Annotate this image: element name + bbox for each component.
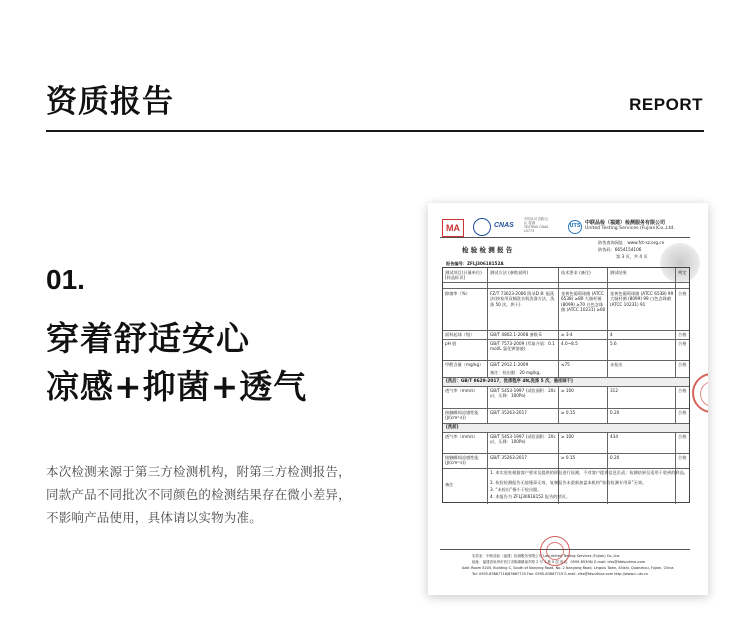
anti-fake-site: 防伪查询网址：www.fct-sz.org.cn <box>598 240 665 245</box>
footer-line-2: 地址：福建省泉州市晋江市陈埭镇南乡路 2 号 1 栋 5 层 电话：0595-85306/ E-mail: cfss@fddsczhina.com <box>472 560 646 564</box>
description-line-3: 不影响产品使用，具体请以实物为准。 <box>46 510 262 525</box>
uts-logo: UTS <box>568 220 582 234</box>
page-title-en: REPORT <box>629 95 703 114</box>
page-title: 资质报告 <box>46 84 174 120</box>
table-cell: ≥ 0.15 <box>561 410 576 415</box>
footer-line-3: Add: Room 5205, Building C, South of Nanying Road, No. 2 Nanyang Road, Lingxiu Town, Shishi, Quanzhou, Fujian, China <box>462 566 674 570</box>
table-cell: 合格 <box>678 332 687 337</box>
table-cell: 4.0~8.5 <box>561 341 578 346</box>
section-after-wash: [洗后：GB/T 8629-2017，洗涤程序 4N,洗涤 5 次，悬挂晾干] <box>443 378 689 386</box>
table-cell: 合格 <box>678 362 687 367</box>
table-cell: 5.6 <box>610 341 617 346</box>
footer-line-4: Tel: 0595-83667718/83667725 Fax: 0595-83667719 E-mail: cfss@fdsczhina.com http://www.c-uts.cn <box>472 572 649 576</box>
report-header-rule <box>440 237 690 238</box>
ma-logo: MA <box>442 219 464 237</box>
col-header-judgement: 判定 <box>678 270 687 275</box>
col-header-method: 测试方法 (参数说明) <box>490 270 529 275</box>
table-cell: 0.20 <box>610 410 620 415</box>
report-page: 第 3 页，共 4 页 <box>616 254 648 259</box>
col-header-result: 测试结果 <box>610 270 627 275</box>
col-header-item: 测试项目(计量单位) [样品标识] <box>445 270 482 281</box>
seal-stamp-inner-icon <box>546 542 564 560</box>
col-header-requirement: 技术要求 (备注) <box>561 270 591 275</box>
table-cell: ≥ 100 <box>561 388 574 393</box>
table-cell: 未检出 <box>610 362 623 367</box>
table-cell: ≥ 100 <box>561 434 574 439</box>
note-4: 4. 本报告为 ZFLJ30618152 报告的续页。 <box>490 494 571 499</box>
note-3: 3. “未检出”指小于检出限。 <box>490 487 542 492</box>
results-table <box>442 267 690 503</box>
headline-line-2: 凉感+抑菌+透气 <box>46 367 308 406</box>
anti-fake-code: 防伪码：6654154106 <box>598 247 642 252</box>
description-line-1: 本次检测来源于第三方检测机构，附第三方检测报告， <box>46 464 351 479</box>
table-cell: GB/T 5453-1997 (试验面积：20c ㎡，压降：100Pa) <box>490 388 556 399</box>
table-cell: GB/T 35263-2017 <box>490 410 527 415</box>
section-number: 01. <box>46 264 85 295</box>
table-row: 透气率（mm/s） <box>445 434 478 439</box>
ilac-logo-icon <box>473 218 491 236</box>
table-cell: GB/T 35263-2017 <box>490 455 527 460</box>
report-title: 检 验 检 测 报 告 <box>462 246 513 254</box>
table-row: 面料起球（级） <box>445 332 475 337</box>
table-row: 抑菌率（%） <box>445 291 470 296</box>
table-cell: 合格 <box>678 341 687 346</box>
table-cell: FZ/T 73023-2006 附录D 8: 振荡法(按家用双桶洗衣机洗涤方法，洗涤 50 次，烘干) <box>490 291 555 307</box>
header-divider <box>46 130 704 132</box>
table-cell: GB/T 7573-2009 (萃取介质：0.1 mol/L 氯化钾溶液) <box>490 341 555 352</box>
table-cell: 合格 <box>678 455 687 460</box>
section-before-wash: [洗前] <box>443 424 689 432</box>
table-cell: 合格 <box>678 410 687 415</box>
table-row: 透气率（mm/s） <box>445 388 478 393</box>
table-cell: 金黄色葡萄球菌 (ATCC 6538) ≥80 大肠杆菌 (8099) ≥70 白色念珠菌 (ATCC 10231) ≥60 <box>561 291 606 312</box>
table-sub-note: 备注：检出限：20 mg/kg。 <box>490 370 544 375</box>
accreditation-text: 中国认可 国际互认 检测 TESTING CNAS L5773 <box>524 217 549 234</box>
company-name-cn: 中联品检（福建）检测服务有限公司 <box>585 220 666 226</box>
table-cell: 434 <box>610 434 618 439</box>
table-row: 接触瞬间凉感性能 (J/(cm²·s)) <box>445 455 479 466</box>
report-number: 报告编号：ZFLJ30618152A <box>446 261 504 266</box>
table-cell: 金黄色葡萄球菌 (ATCC 6538) 99 大肠杆菌 (8099) 99 白色念珠菌 (ATCC 10231) 91 <box>610 291 674 307</box>
table-row: 接触瞬间凉感性能 (J/(cm²·s)) <box>445 410 479 421</box>
table-cell: ≤75 <box>561 362 570 367</box>
notes-label: 备注 <box>445 482 454 487</box>
table-cell: GB/T 4802.1-2008 参数 E <box>490 332 542 337</box>
table-cell: GB/T 5453-1997 (试验面积：20c ㎡，压降：100Pa) <box>490 434 556 445</box>
note-2: 2. 检验检测报告无骑缝章无效，复制报告未重新加盖本机构“检验检测专用章”无效。 <box>490 480 647 485</box>
headline-line-1: 穿着舒适安心 <box>46 319 250 358</box>
note-1: 1. 本实验室根据客户要求及提供的样品进行检测，不对客户提供信息负责；检测结果仅适用于收到的样品。 <box>490 470 688 475</box>
table-row: 甲醛含量（mg/kg） <box>445 362 484 367</box>
company-name-en: United Testing Services (Fujian)Co.,Ltd. <box>585 226 675 231</box>
table-cell: 合格 <box>678 291 687 296</box>
table-cell: 合格 <box>678 388 687 393</box>
test-report-document <box>428 203 708 595</box>
table-cell: ≥ 0.15 <box>561 455 576 460</box>
table-cell: ≥ 3-4 <box>561 332 573 337</box>
table-cell: 0.20 <box>610 455 620 460</box>
footer-line-1: 实验室：中联品检（福建）检测服务有限公司 Lab:United Testing Services (Fujian) Co.,Ltd. <box>472 554 621 558</box>
description-line-2: 同款产品不同批次不同颜色的检测结果存在微小差异， <box>46 487 351 502</box>
table-cell: 4 <box>610 332 613 337</box>
table-cell: GB/T 2912.1-2009 <box>490 362 529 367</box>
table-cell: 312 <box>610 388 618 393</box>
table-cell: 合格 <box>678 434 687 439</box>
table-row: pH 值 <box>445 341 457 346</box>
cnas-logo: CNAS <box>494 222 514 229</box>
